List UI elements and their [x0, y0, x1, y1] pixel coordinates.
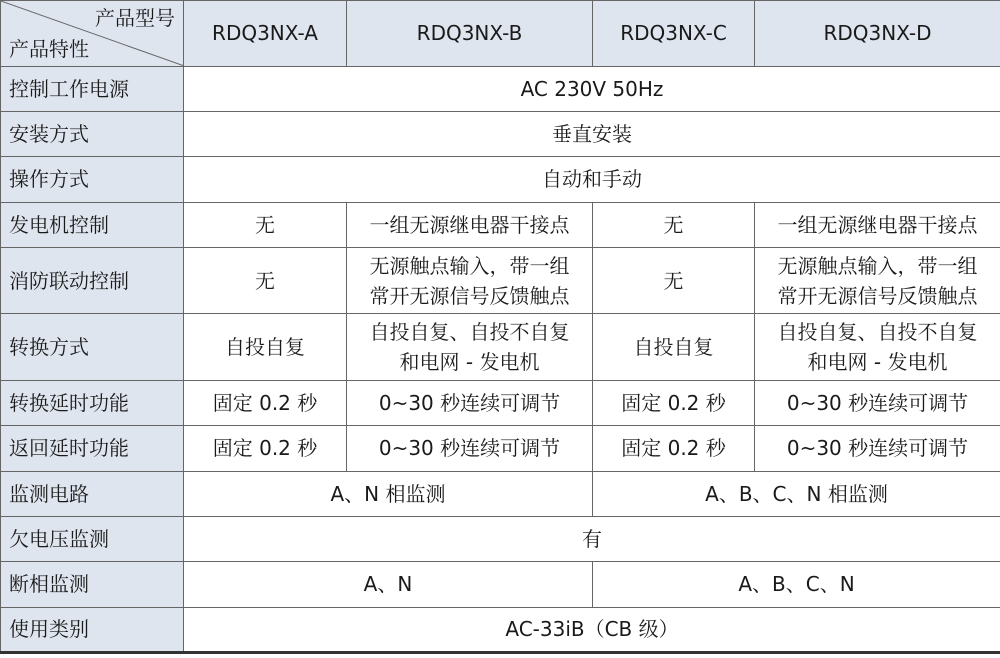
row-label-return-delay: 返回延时功能 [1, 426, 184, 471]
fire-d-line1: 无源触点输入，带一组 [777, 253, 978, 278]
fire-a: 无 [184, 247, 347, 314]
transfer-c: 自投自复 [593, 314, 755, 381]
row-transfer [1, 314, 1000, 381]
operation-value: 自动和手动 [184, 157, 1000, 202]
row-label-transfer-delay: 转换延时功能 [1, 380, 184, 425]
row-generator [1, 202, 1000, 247]
monitor-cd: A、B、C、N 相监测 [593, 471, 1000, 516]
monitor-ab: A、N 相监测 [184, 471, 593, 516]
transfer-d-line2: 和电网 - 发电机 [807, 350, 948, 375]
return-delay-b: 0~30 秒连续可调节 [347, 426, 593, 471]
return-delay-c: 固定 0.2 秒 [593, 426, 755, 471]
model-header-c: RDQ3NX-C [593, 1, 755, 67]
row-label-monitor: 监测电路 [1, 471, 184, 516]
corner-model-label: 产品型号 [95, 6, 175, 30]
fire-b-line1: 无源触点输入，带一组 [369, 253, 570, 278]
transfer-d-line1: 自投自复、自投不自复 [777, 320, 978, 345]
row-label-power: 控制工作电源 [1, 66, 184, 111]
transfer-b-line2: 和电网 - 发电机 [399, 350, 540, 375]
fire-c: 无 [593, 247, 755, 314]
row-fire [1, 247, 1000, 314]
row-label-category: 使用类别 [1, 607, 184, 652]
row-label-transfer: 转换方式 [1, 314, 184, 381]
row-monitor [1, 471, 1000, 516]
transfer-delay-d: 0~30 秒连续可调节 [755, 380, 1000, 425]
row-phase-loss [1, 562, 1000, 607]
category-value: AC-33iB（CB 级） [184, 607, 1000, 652]
transfer-b-line1: 自投自复、自投不自复 [369, 320, 570, 345]
transfer-a: 自投自复 [184, 314, 347, 381]
fire-d [755, 247, 1000, 314]
header-row [1, 1, 1000, 67]
power-value: AC 230V 50Hz [184, 66, 1000, 111]
row-label-phase-loss: 断相监测 [1, 562, 184, 607]
return-delay-a: 固定 0.2 秒 [184, 426, 347, 471]
model-header-d: RDQ3NX-D [755, 1, 1000, 67]
row-label-install: 安装方式 [1, 111, 184, 156]
model-header-a: RDQ3NX-A [184, 1, 347, 67]
install-value: 垂直安装 [184, 111, 1000, 156]
fire-b [347, 247, 593, 314]
row-label-operation: 操作方式 [1, 157, 184, 202]
fire-d-line2: 常开无源信号反馈触点 [777, 283, 978, 308]
row-label-fire: 消防联动控制 [1, 247, 184, 314]
corner-cell [1, 1, 184, 67]
row-undervoltage [1, 516, 1000, 561]
transfer-delay-b: 0~30 秒连续可调节 [347, 380, 593, 425]
row-operation [1, 157, 1000, 202]
model-header-b: RDQ3NX-B [347, 1, 593, 67]
undervoltage-value: 有 [184, 516, 1000, 561]
generator-d: 一组无源继电器干接点 [755, 202, 1000, 247]
generator-a: 无 [184, 202, 347, 247]
row-power [1, 66, 1000, 111]
row-label-generator: 发电机控制 [1, 202, 184, 247]
transfer-d [755, 314, 1000, 381]
generator-c: 无 [593, 202, 755, 247]
row-return-delay [1, 426, 1000, 471]
phase-loss-ab: A、N [184, 562, 593, 607]
row-transfer-delay [1, 380, 1000, 425]
row-category [1, 607, 1000, 652]
transfer-b [347, 314, 593, 381]
return-delay-d: 0~30 秒连续可调节 [755, 426, 1000, 471]
generator-b: 一组无源继电器干接点 [347, 202, 593, 247]
transfer-delay-a: 固定 0.2 秒 [184, 380, 347, 425]
row-install [1, 111, 1000, 156]
transfer-delay-c: 固定 0.2 秒 [593, 380, 755, 425]
row-label-undervoltage: 欠电压监测 [1, 516, 184, 561]
fire-b-line2: 常开无源信号反馈触点 [369, 283, 570, 308]
phase-loss-cd: A、B、C、N [593, 562, 1000, 607]
corner-feature-label: 产品特性 [9, 36, 89, 61]
